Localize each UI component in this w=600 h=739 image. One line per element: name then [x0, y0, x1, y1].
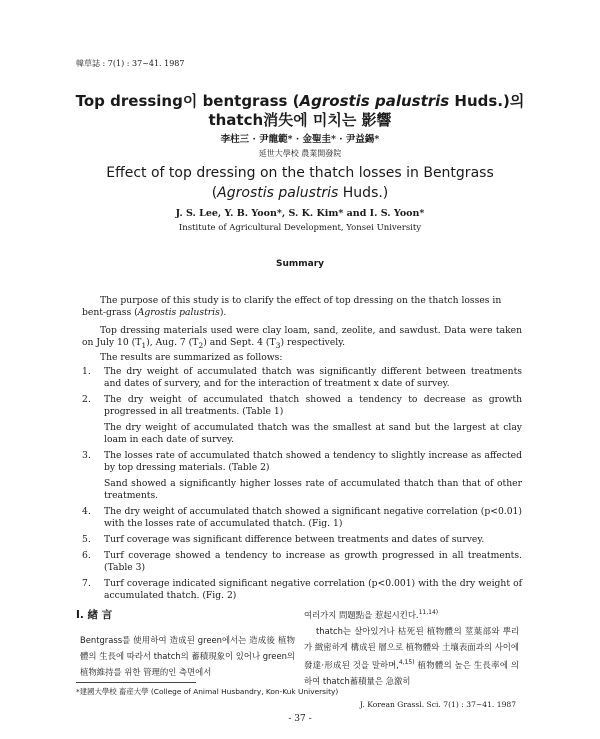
footnote: *建國大學校 畜産大學 (College of Animal Husbandry, Kon-Kuk University): [76, 687, 339, 696]
journal-footer: J. Korean Grassl. Sci. 7(1) : 37~41. 1987: [360, 700, 517, 709]
item-number: 4.: [82, 506, 91, 518]
item-number: 1.: [82, 366, 91, 378]
summary-item: [82, 450, 522, 502]
citation-ref: 11,14): [418, 609, 439, 616]
korean-title-line2: thatch消失에 미치는 影響: [208, 111, 392, 129]
footnote-divider: [76, 682, 196, 683]
summary-materials: Top dressing materials used were clay loam, sand, zeolite, and sawdust. Data were taken on July 10 $(T_1)$, Aug. 7 $(T_2)$ and Sept. 4 $(T_3)$ respectively.: [82, 325, 522, 351]
right-column-text-1: 여러가지 問題點을 惹起시킨다.$^{11,14)}$: [304, 609, 439, 620]
page-number: - 37 -: [288, 714, 312, 724]
citation-ref: 4,15): [398, 658, 415, 666]
summary-item: [82, 534, 522, 546]
korean-institute: 延世大學校 農業開發院: [258, 149, 342, 158]
korean-authors: 李柱三 · 尹龍範* · 金聖圭* · 尹益錫*: [220, 134, 380, 145]
body-column-right: [304, 605, 519, 689]
item-text: Turf coverage indicated significant negative correlation (p<0.001) with the dry weight of accumulated thatch. (Fig. 2): [104, 578, 522, 602]
item-number: 5.: [82, 534, 91, 546]
summary-body: [82, 286, 522, 606]
english-institute: Institute of Agricultural Development, Yonsei University: [178, 223, 422, 233]
english-title-line2: (Agrostis palustris Huds.): [211, 185, 389, 201]
korean-title-line1: Top dressing이 bentgrass (Agrostis palustris Huds.)의: [75, 92, 525, 110]
item-number: 6.: [82, 550, 91, 562]
body-column-left: [80, 632, 295, 680]
summary-heading: Summary: [275, 259, 325, 269]
left-column-text: Bentgrass를 使用하여 造成된 green에서는 造成後 植物體의 生長에 따라서 thatch의 蓄積現象이 있어나 green의 植物維持를 위한 管理的인 측면에서: [80, 635, 295, 677]
item-text: The dry weight of accumulated thatch showed a significant negative correlation (p<0.01) with the losses rate of accumulated thatch. (Fig. 1): [104, 506, 522, 530]
summary-item: [82, 550, 522, 574]
journal-header: 韓草誌 : 7(1) : 37~41. 1987: [76, 59, 185, 68]
item-continuation: Sand showed a significantly higher losses rate of accumulated thatch than that of other treatments.: [104, 478, 522, 502]
item-text: Turf coverage showed a tendency to increase as growth progressed in all treatments. (Table 3): [104, 550, 522, 574]
item-continuation: The dry weight of accumulated thatch was the smallest at sand but the largest at clay loam in each date of survey.: [104, 422, 522, 446]
section-heading: I. 緖 言: [76, 609, 113, 621]
summary-item: [82, 506, 522, 530]
right-column-text-2: thatch는 살아있거나 枯死된 植物體의 莖葉部와 뿌리가 緻密하게 構成된 層으로 植物體와 土壤表面과의 사이에 發達·形成된 것을 말하며,$^{4,15)}$ 植物體의 높은 生長率에 의하여 thatch蓄積量은 急激히: [304, 625, 520, 686]
item-text: Turf coverage was significant difference between treatments and dates of survey.: [104, 534, 485, 546]
item-number: 7.: [82, 578, 91, 590]
item-number: 3.: [82, 450, 91, 462]
item-number: 2.: [82, 394, 91, 406]
item-text: The dry weight of accumulated thatch was significantly different between treatments and dates of survery, and for the interaction of treatment x date of survey.: [104, 366, 522, 390]
summary-results-intro: The results are summarized as follows:: [100, 352, 283, 364]
item-text: The dry weight of accumulated thatch showed a tendency to decrease as growth progressed in all treatments. (Table 1): [104, 394, 522, 418]
summary-item: [82, 394, 522, 446]
summary-item: [82, 366, 522, 390]
summary-item: [82, 578, 522, 602]
english-title-line1: Effect of top dressing on the thatch losses in Bentgrass: [106, 165, 494, 181]
english-authors: J. S. Lee, Y. B. Yoon*, S. K. Kim* and I. S. Yoon*: [175, 208, 425, 219]
summary-intro: The purpose of this study is to clarify the effect of top dressing on the thatch losses in bent-grass (Agrostis palustris).: [82, 295, 502, 319]
item-text: The losses rate of accumulated thatch showed a tendency to slightly increase as affected by top dressing materials. (Table 2): [104, 450, 522, 474]
